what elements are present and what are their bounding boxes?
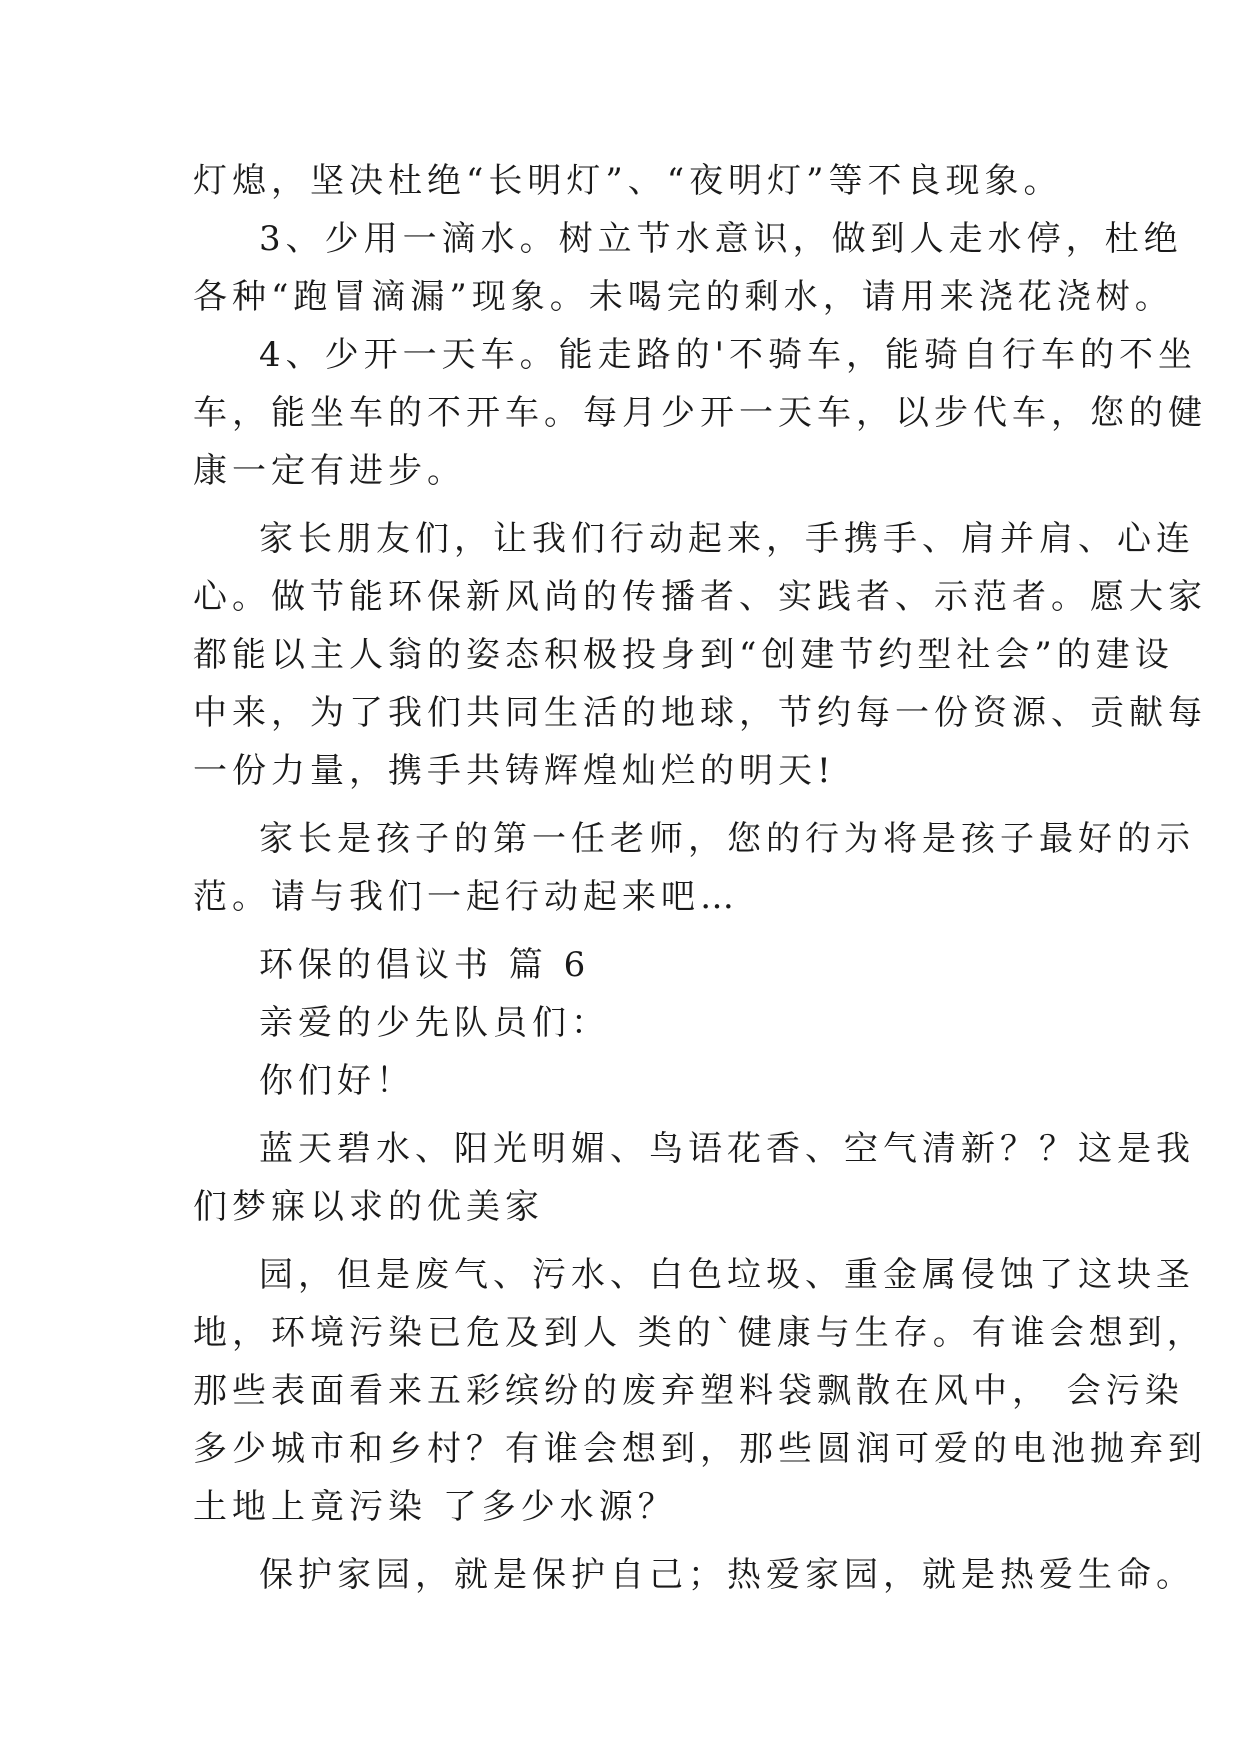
text-line: 家长朋友们，让我们行动起来，手携手、肩并肩、心连 <box>259 519 1195 559</box>
text-line: 心。做节能环保新风尚的传播者、实践者、示范者。愿大家 <box>193 577 1207 617</box>
text-line: 灯熄，坚决杜绝“长明灯”、“夜明灯”等不良现象。 <box>193 161 1063 201</box>
text-line: 那些表面看来五彩缤纷的废弃塑料袋飘散在风中， 会污染 <box>193 1371 1184 1411</box>
text-line: 蓝天碧水、阳光明媚、鸟语花香、空气清新？？这是我 <box>259 1129 1195 1169</box>
text-line: 多少城市和乡村？有谁会想到，那些圆润可爱的电池抛弃到 <box>193 1429 1207 1469</box>
text-line: 4、少开一天车。能走路的'不骑车，能骑自行车的不坐 <box>259 335 1197 375</box>
section-heading: 环保的倡议书 篇 6 <box>259 945 591 985</box>
text-line: 保护家园，就是保护自己；热爱家园，就是热爱生命。 <box>259 1555 1195 1595</box>
text-line: 家长是孩子的第一任老师，您的行为将是孩子最好的示 <box>259 819 1195 859</box>
greeting-line: 亲爱的少先队员们： <box>259 1003 610 1043</box>
text-line: 范。请与我们一起行动起来吧… <box>193 877 739 917</box>
text-line: 们梦寐以求的优美家 <box>193 1187 544 1227</box>
text-line: 各种“跑冒滴漏”现象。未喝完的剩水，请用来浇花浇树。 <box>193 277 1174 317</box>
text-line: 园，但是废气、污水、白色垃圾、重金属侵蚀了这块圣 <box>259 1255 1195 1295</box>
text-line: 中来，为了我们共同生活的地球，节约每一份资源、贡献每 <box>193 693 1207 733</box>
document-body <box>193 152 1207 1604</box>
text-line: 都能以主人翁的姿态积极投身到“创建节约型社会”的建设 <box>193 635 1174 675</box>
text-line: 一份力量，携手共铸辉煌灿烂的明天! <box>193 751 836 791</box>
text-line: 车，能坐车的不开车。每月少开一天车，以步代车，您的健 <box>193 393 1207 433</box>
text-line: 土地上竟污染 了多少水源？ <box>193 1487 677 1527</box>
text-line: 地，环境污染已危及到人 类的`健康与生存。有谁会想到， <box>193 1313 1206 1353</box>
greeting-line: 你们好！ <box>259 1061 415 1101</box>
text-line: 康一定有进步。 <box>193 451 466 491</box>
text-line: 3、少用一滴水。树立节水意识，做到人走水停，杜绝 <box>259 219 1183 259</box>
